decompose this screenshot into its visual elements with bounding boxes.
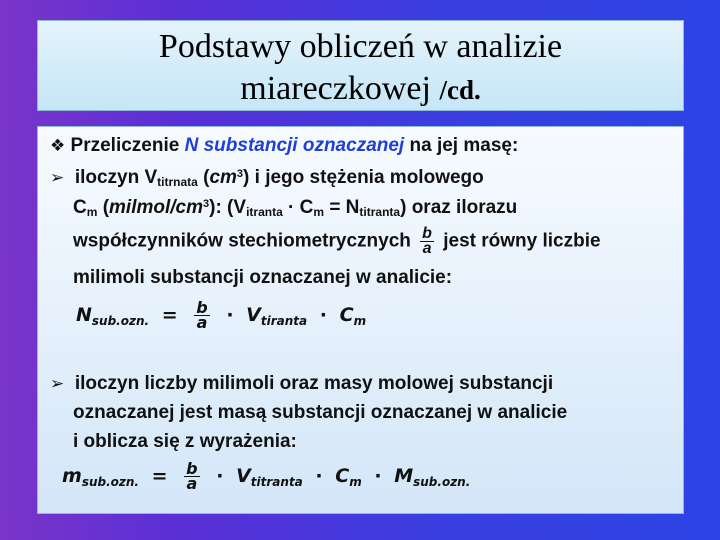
formula-symbol: V [236, 465, 251, 487]
item1-text: · C [288, 197, 314, 218]
item1-text: ): (V [209, 197, 247, 218]
equals-sign: = [161, 304, 178, 326]
item2-text: iloczyn liczby milimoli oraz masy molowej substancji [74, 373, 554, 394]
formula-m-sub-ozn [62, 459, 471, 493]
equals-sign: = [151, 465, 168, 487]
heading-suffix: na jej masę: [409, 135, 519, 156]
formula-symbol: M [394, 465, 414, 487]
dot-operator: · [216, 465, 224, 487]
fraction-denominator: a [186, 474, 198, 493]
fraction-numerator: b [422, 225, 432, 242]
formula-symbol: m [62, 465, 82, 487]
fraction-denominator: a [422, 240, 432, 257]
subscript: m [313, 205, 325, 219]
arrow-bullet-icon: ➢ [50, 374, 65, 394]
heading-highlight: N substancji oznaczanej [184, 135, 405, 156]
item1-text: ) i jego stężenia molowego [243, 167, 484, 188]
dot-operator: · [374, 465, 382, 487]
formula-symbol: N [76, 304, 92, 326]
slide-title [37, 20, 684, 111]
item1-text: ( [203, 167, 210, 188]
formula-n-sub-ozn [76, 298, 367, 332]
item1-text: jest równy liczbie [443, 230, 601, 252]
formula-symbol: C [339, 304, 354, 326]
item2-line2: oznaczanej jest masą substancji oznaczanej w analicie [73, 402, 568, 423]
title-suffix: /cd. [439, 75, 481, 105]
item1-text: iloczyn V [74, 167, 158, 188]
formula-symbol: C [335, 465, 350, 487]
fraction-denominator: a [196, 313, 208, 332]
fraction-b-over-a [184, 459, 199, 493]
slide-content [37, 126, 684, 514]
title-line-1: Podstawy obliczeń w analizie [158, 28, 563, 65]
subscript: m [349, 475, 362, 489]
title-line-2 [38, 69, 683, 110]
item2-line1 [50, 373, 553, 395]
item1-text: ( [102, 197, 110, 218]
superscript: 3 [203, 198, 210, 210]
dot-operator: · [315, 465, 323, 487]
subscript: itranta [246, 205, 283, 219]
dot-operator: · [226, 304, 234, 326]
subscript: sub.ozn. [81, 475, 139, 489]
fraction-b-over-a [420, 227, 434, 256]
subscript: sub.ozn. [413, 475, 471, 489]
item1-text: współczynników stechiometrycznych [73, 230, 411, 252]
arrow-bullet-icon: ➢ [50, 168, 65, 188]
item1-line1 [50, 167, 484, 189]
item1-line3 [73, 227, 601, 256]
fraction-numerator: b [196, 298, 208, 317]
title-line-2-main: miareczkowej [240, 70, 431, 107]
unit: cm [209, 167, 237, 188]
formula-symbol: V [246, 304, 261, 326]
heading-line [50, 135, 518, 157]
unit: milmol/cm [109, 197, 203, 218]
subscript: tiranta [260, 314, 308, 328]
diamond-bullet-icon: ❖ [50, 136, 66, 156]
subscript: m [86, 205, 98, 219]
dot-operator: · [319, 304, 327, 326]
subscript: m [353, 314, 367, 328]
item2-line3: i oblicza się z wyrażenia: [73, 431, 297, 452]
item1-text: C [73, 197, 87, 218]
item1-line4: milimoli substancji oznaczanej w analicie: [73, 267, 453, 288]
subscript: titranta [359, 205, 401, 219]
heading-prefix: Przeliczenie [70, 135, 180, 156]
fraction-b-over-a [194, 298, 209, 332]
item1-line2 [73, 197, 517, 219]
item1-text: ) oraz ilorazu [400, 197, 518, 218]
subscript: titranta [250, 475, 303, 489]
subscript: sub.ozn. [91, 314, 150, 328]
subscript: titrnata [157, 175, 198, 189]
fraction-numerator: b [186, 459, 198, 478]
superscript: 3 [236, 168, 244, 180]
item1-text: = N [329, 197, 360, 218]
